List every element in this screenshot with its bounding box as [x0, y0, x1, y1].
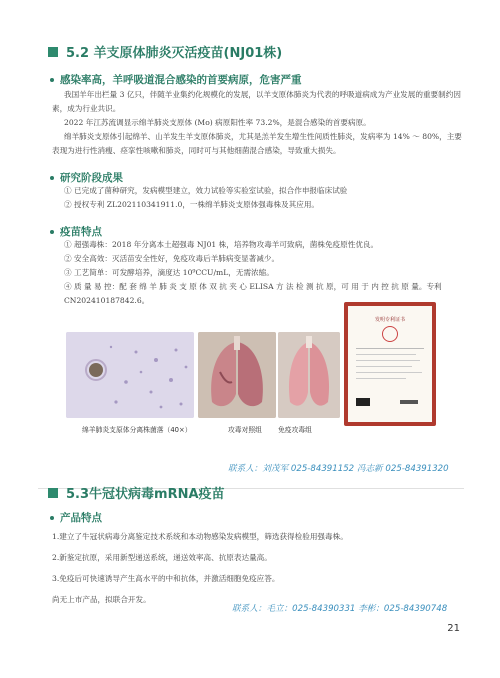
subheading-text: 感染率高，羊呼吸道混合感染的首要病原，危害严重	[60, 74, 302, 86]
section-title-text: 5.2 羊支原体肺炎灭活疫苗(NJ01株)	[66, 46, 283, 61]
features-list	[52, 238, 464, 308]
list-item: ① 已完成了菌种研究，发病模型建立，效力试验等实验室试验，拟合作申报临床试验	[64, 186, 348, 195]
contact-info-5-2: 联系人：刘茂军 025-84391152 冯志新 025-84391320	[228, 464, 449, 474]
certificate-heading: 发明专利证书	[374, 317, 405, 323]
bullet-icon	[50, 176, 54, 180]
list-item: ① 超强毒株：2018 年分离本土超强毒 NJ01 株，培养物攻毒羊可致病，菌株免疫原性优良。	[64, 240, 379, 249]
challenge-control-lung-photo	[198, 332, 276, 418]
certificate-page	[348, 306, 432, 422]
lung-image-immune	[278, 332, 340, 418]
section-title-5-3	[48, 483, 225, 502]
paragraph: 绵羊肺炎支原体引起绵羊、山羊发生羊支原体肺炎，尤其是羔羊发生增生性间质性肺炎，发病率为 14% ～ 80%，主要表现为进行性消瘦、痉挛性咳嗽和肺炎，同时可与其他细菌混合感染，导致重大损失。	[52, 132, 462, 155]
infection-paragraphs	[52, 88, 464, 158]
colony-caption: 绵羊肺炎支原体分离株菌落（40×）	[82, 426, 192, 434]
subheading-text: 疫苗特点	[60, 226, 102, 238]
research-list	[52, 184, 464, 212]
list-item: ③ 工艺简单：可发酵培养，滴度达 10⁹CCU/mL，无需浓缩。	[64, 268, 274, 277]
list-item: 3.免疫后可快速诱导产生高水平的中和抗体，并激活细胞免疫应答。	[52, 574, 280, 583]
qr-code-icon	[356, 398, 370, 406]
page-number: 21	[447, 623, 460, 634]
section-marker-icon	[48, 488, 58, 498]
list-item: 2.新鉴定抗原，采用新型递送系统，递送效率高、抗原表达量高。	[52, 553, 272, 562]
subheading-infection	[50, 72, 302, 87]
patent-certificate	[344, 302, 436, 426]
section-title-text: 5.3牛冠状病毒mRNA疫苗	[66, 487, 225, 502]
colony-image	[66, 332, 194, 418]
paragraph: 2022 年江苏流调显示绵羊肺炎支原体 (Mo) 病原阳性率 73.2%，是混合感染的首要病原。	[64, 118, 371, 127]
list-item: ② 授权专利 ZL202110341911.0，一株绵羊肺炎支原体强毒株及其应用。	[64, 200, 320, 209]
colony-micrograph	[66, 332, 194, 418]
subheading-product-features	[50, 510, 102, 525]
subheading-research	[50, 170, 123, 185]
immune-challenge-lung-photo	[278, 332, 340, 418]
contact-info-5-3: 联系人：毛立：025-84390331 李彬：025-84390748	[232, 604, 448, 614]
list-item: ④ 质 量 易 控：配 套 绵 羊 肺 炎 支 原 体 双 抗 夹 心 ELISA 方 法 检 测 抗 原，可 用 于 内 控 抗 原 量。专利 CN202410187842.6。	[64, 282, 442, 305]
list-item: 尚无上市产品，拟联合开发。	[52, 595, 151, 604]
bullet-icon	[50, 78, 54, 82]
subheading-text: 研究阶段成果	[60, 172, 123, 184]
paragraph: 我国羊年出栏量 3 亿只，伴随羊业集约化规模化的发展，以羊支原体肺炎为代表的呼吸道病成为产业发展的重要制约因素，成为行业共识。	[52, 90, 461, 113]
lung-image-control	[198, 332, 276, 418]
section-title-5-2	[48, 42, 282, 61]
control-caption: 攻毒对照组	[228, 426, 262, 434]
seal-icon	[382, 326, 398, 342]
immune-caption: 免疫攻毒组	[278, 426, 312, 434]
bullet-icon	[50, 230, 54, 234]
section-marker-icon	[48, 47, 58, 57]
subheading-features	[50, 224, 102, 239]
list-item: ② 安全高效：灭活苗安全性好，免疫攻毒后羊肺病变显著减少。	[64, 254, 280, 263]
bullet-icon	[50, 516, 54, 520]
subheading-text: 产品特点	[60, 512, 102, 524]
list-item: 1.建立了牛冠状病毒分离鉴定技术系统和本动物感染发病模型，筛选获得检验用强毒株。	[52, 532, 348, 541]
mrna-features-list	[52, 526, 464, 610]
